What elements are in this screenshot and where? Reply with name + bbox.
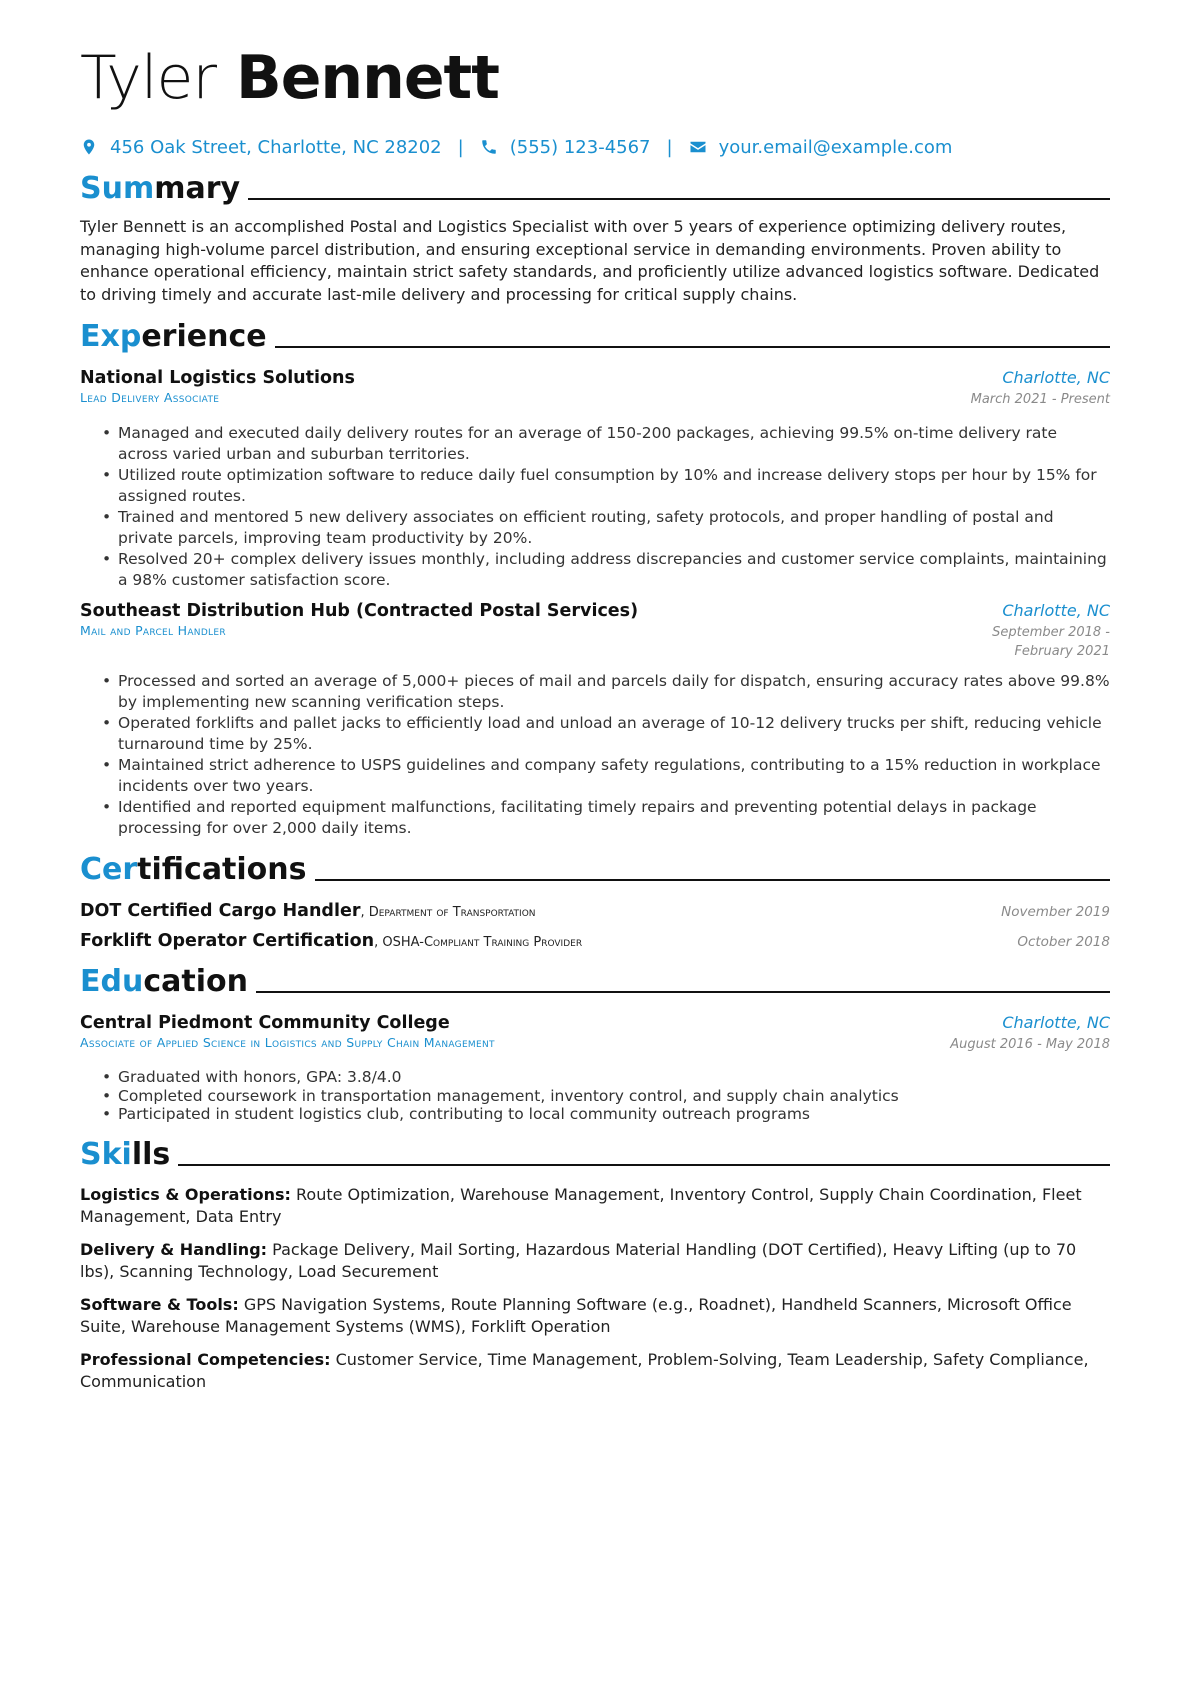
skill-text: Route Optimization, Warehouse Management, Inventory Control, Supply Chain Coordination, Fleet Management, Data Entry — [80, 1184, 1082, 1226]
education-entry — [80, 1013, 1110, 1124]
contact-bar — [80, 134, 1110, 160]
skill-label: Logistics & Operations: — [80, 1184, 291, 1204]
cert-name: DOT Certified Cargo Handler — [80, 901, 361, 921]
contact-address — [80, 137, 442, 158]
phone-icon — [480, 138, 498, 156]
contact-separator: | — [666, 136, 673, 158]
list-item: • Identified and reported equipment malfunctions, facilitating timely repairs and preventing potential delays in package processing for over 2,000 daily items. — [104, 797, 1110, 839]
heading-accent: Cer — [80, 852, 138, 887]
education-dates: August 2016 - May 2018 — [950, 1037, 1110, 1052]
list-item: • Resolved 20+ complex delivery issues monthly, including address discrepancies and customer service complaints, maintaining a 98% customer satisfaction score. — [104, 549, 1110, 591]
skill-label: Professional Competencies: — [80, 1349, 331, 1369]
heading-accent: Ski — [80, 1136, 132, 1172]
certifications-heading — [80, 849, 1110, 887]
list-item: • Utilized route optimization software to reduce daily fuel consumption by 10% and increase delivery stops per hour by 15% for assigned routes. — [104, 465, 1110, 507]
map-marker-icon — [80, 138, 98, 156]
heading-rule — [315, 879, 1110, 881]
skill-text: Customer Service, Time Management, Problem-Solving, Team Leadership, Safety Compliance, Communication — [80, 1349, 1089, 1391]
skill-text: GPS Navigation Systems, Route Planning Software (e.g., Roadnet), Handheld Scanners, Microsoft Office Suite, Warehouse Management Systems (WMS), Forklift Operation — [80, 1294, 1072, 1336]
job-company: Southeast Distribution Hub (Contracted Postal Services) — [80, 601, 639, 621]
heading-accent: Sum — [80, 171, 155, 206]
list-item: • Completed coursework in transportation management, inventory control, and supply chain analytics — [104, 1087, 1110, 1106]
heading-rest: erience — [141, 319, 267, 354]
heading-accent: Exp — [80, 319, 142, 354]
certification-item: Forklift Operator Certification, OSHA-Compliant Training Provider October 2018 — [80, 931, 1110, 951]
skill-group — [80, 1294, 1110, 1339]
list-item: • Maintained strict adherence to USPS guidelines and company safety regulations, contributing to a 15% reduction in workplace incidents over two years. — [104, 755, 1110, 797]
school-location: Charlotte, NC — [1002, 1013, 1110, 1032]
summary-heading — [80, 168, 1110, 206]
phone-text: (555) 123-4567 — [509, 136, 651, 158]
list-item: • Participated in student logistics club, contributing to local community outreach programs — [104, 1105, 1110, 1124]
contact-email[interactable] — [689, 137, 953, 158]
job-bullets — [80, 671, 1110, 839]
contact-separator: | — [457, 136, 464, 158]
heading-rule — [248, 198, 1110, 200]
job-role: Mail and Parcel Handler — [80, 623, 226, 638]
heading-accent: Edu — [80, 964, 144, 999]
certification-item: DOT Certified Cargo Handler, Department of Transportation November 2019 — [80, 901, 1110, 921]
cert-org: Department of Transportation — [368, 905, 536, 920]
skills-heading — [80, 1134, 1110, 1172]
list-item: • Processed and sorted an average of 5,000+ pieces of mail and parcels daily for dispatch, ensuring accuracy rates above 99.8% by implementing new scanning verification steps. — [104, 671, 1110, 713]
list-item: • Managed and executed daily delivery routes for an average of 150-200 packages, achieving 99.5% on-time delivery rate across varied urban and suburban territories. — [104, 423, 1110, 465]
experience-heading — [80, 316, 1110, 354]
cert-name: Forklift Operator Certification — [80, 931, 375, 951]
heading-rest: cation — [143, 964, 248, 999]
heading-rest: tifications — [137, 852, 307, 887]
skill-group — [80, 1239, 1110, 1284]
education-heading — [80, 961, 1110, 999]
degree: Associate of Applied Science in Logistics and Supply Chain Management — [80, 1035, 495, 1050]
cert-date: October 2018 — [1017, 934, 1110, 950]
heading-rule — [178, 1164, 1110, 1166]
skill-group — [80, 1349, 1110, 1394]
job-location: Charlotte, NC — [1002, 601, 1110, 620]
job-entry — [80, 368, 1110, 591]
last-name: Bennett — [235, 43, 499, 113]
job-dates: September 2018 - February 2021 — [992, 625, 1110, 659]
skill-group — [80, 1184, 1110, 1229]
heading-rule — [256, 991, 1110, 993]
candidate-name — [80, 44, 1110, 112]
skill-label: Software & Tools: — [80, 1294, 239, 1314]
envelope-icon — [689, 138, 707, 156]
list-item: • Operated forklifts and pallet jacks to efficiently load and unload an average of 10-12 delivery trucks per shift, reducing vehicle turnaround time by 25%. — [104, 713, 1110, 755]
address-text: 456 Oak Street, Charlotte, NC 28202 — [110, 136, 442, 158]
job-company: National Logistics Solutions — [80, 368, 355, 388]
heading-rest: lls — [131, 1136, 171, 1172]
school-name: Central Piedmont Community College — [80, 1013, 450, 1033]
list-item: • Trained and mentored 5 new delivery associates on efficient routing, safety protocols, and proper handling of postal and private parcels, improving team productivity by 20%. — [104, 507, 1110, 549]
job-dates: March 2021 - Present — [970, 392, 1110, 407]
job-location: Charlotte, NC — [1002, 368, 1110, 387]
education-bullets — [80, 1068, 1110, 1124]
email-text: your.email@example.com — [718, 136, 953, 158]
job-bullets — [80, 423, 1110, 591]
first-name: Tyler — [80, 43, 217, 113]
cert-date: November 2019 — [1001, 904, 1110, 920]
skill-label: Delivery & Handling: — [80, 1239, 268, 1259]
job-role: Lead Delivery Associate — [80, 390, 220, 405]
skill-text: Package Delivery, Mail Sorting, Hazardous Material Handling (DOT Certified), Heavy Lifting (up to 70 lbs), Scanning Technology, Load Securement — [80, 1239, 1077, 1281]
cert-org: OSHA-Compliant Training Provider — [382, 935, 583, 950]
heading-rule — [275, 346, 1110, 348]
contact-phone[interactable] — [480, 137, 651, 158]
list-item: • Graduated with honors, GPA: 3.8/4.0 — [104, 1068, 1110, 1087]
job-entry — [80, 601, 1110, 839]
heading-rest: mary — [154, 171, 241, 206]
summary-text: Tyler Bennett is an accomplished Postal and Logistics Specialist with over 5 years of experience optimizing delivery routes, managing high-volume parcel distribution, and ensuring exceptional service in demanding environments. Proven ability to enhance operational efficiency, maintain strict safety standards, and proficiently utilize advanced logistics software. Dedicated to driving timely and accurate last-mile delivery and processing for critical supply chains. — [80, 217, 1100, 304]
